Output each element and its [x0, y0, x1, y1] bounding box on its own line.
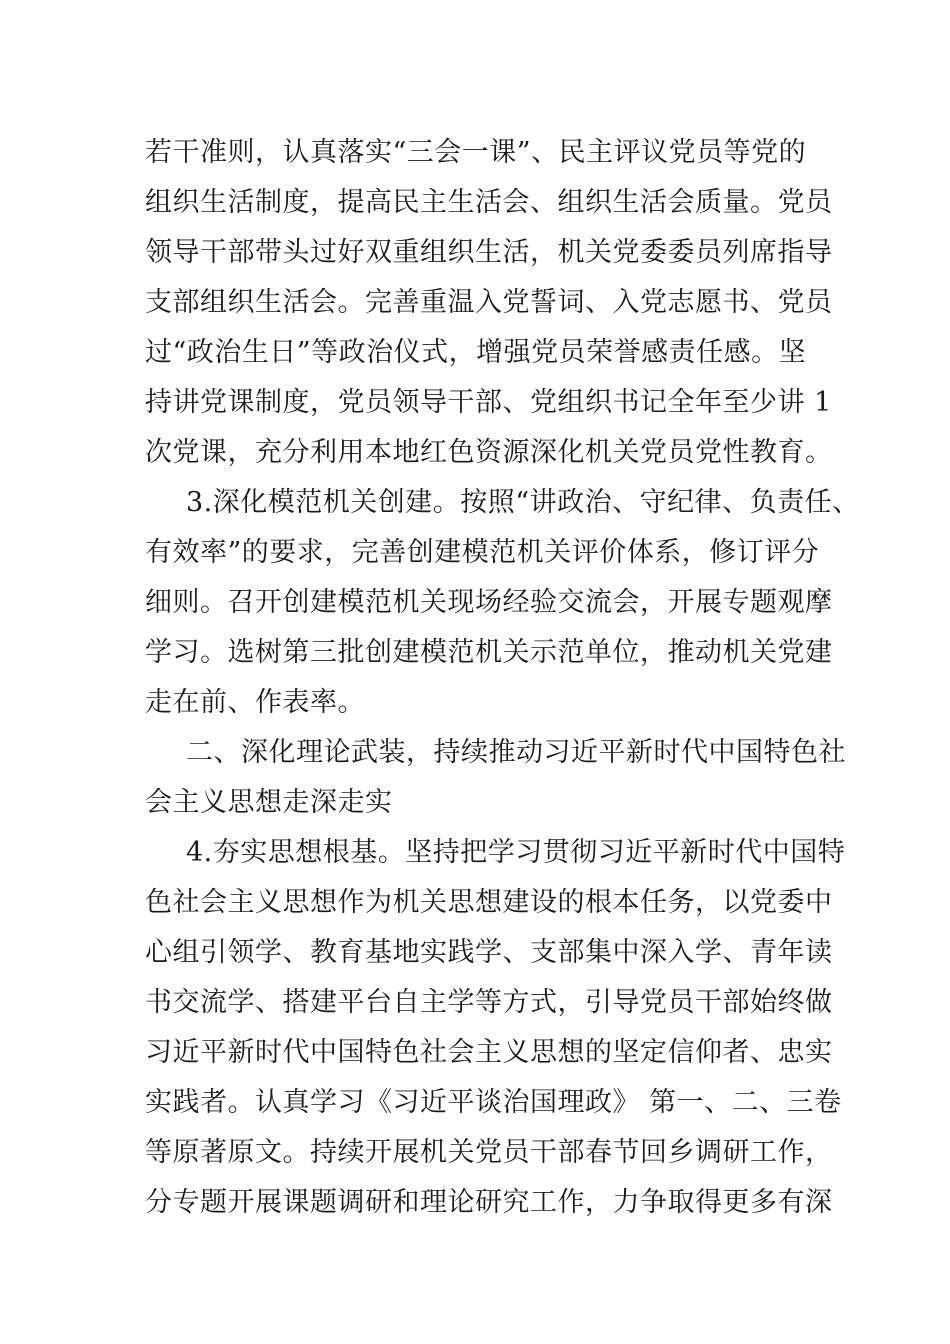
text-line: 若干准则，认真落实“三会一课”、民主评议党员等党的: [145, 137, 807, 168]
section-heading-2: 二、深化理论武装，持续推动习近平新时代中国特色社: [186, 737, 846, 768]
text-line: 组织生活制度，提高民主生活会、组织生活会质量。党员: [145, 187, 833, 218]
text-line: 领导干部带头过好双重组织生活，机关党委委员列席指导: [145, 237, 833, 268]
text-line: 支部组织生活会。完善重温入党誓词、入党志愿书、党员: [145, 287, 833, 318]
text-line: 有效率”的要求，完善创建模范机关评价体系，修订评分: [145, 537, 820, 568]
text-line: 走在前、作表率。: [145, 687, 365, 718]
text-line: 习近平新时代中国特色社会主义思想的坚定信仰者、忠实: [145, 1037, 833, 1068]
paragraph-heading-3: 3.深化模范机关创建。按照“讲政治、守纪律、负责任、: [186, 487, 860, 518]
text-line: 学习。选树第三批创建模范机关示范单位，推动机关党建: [145, 637, 833, 668]
text-line: 实践者。认真学习《习近平谈治国理政》 第一、二、三卷: [145, 1087, 842, 1118]
text-line: 书交流学、搭建平台自主学等方式，引导党员干部始终做: [145, 987, 833, 1018]
text-line: 心组引领学、教育基地实践学、支部集中深入学、青年读: [145, 937, 833, 968]
text-line: 细则。召开创建模范机关现场经验交流会，开展专题观摩: [145, 587, 833, 618]
text-line: 等原著原文。持续开展机关党员干部春节回乡调研工作，: [145, 1137, 833, 1168]
paragraph-heading-4: 4.夯实思想根基。坚持把学习贯彻习近平新时代中国特: [186, 837, 846, 868]
text-line: 过“政治生日”等政治仪式，增强党员荣誉感责任感。坚: [145, 337, 807, 368]
section-heading-2-cont: 会主义思想走深走实: [145, 787, 393, 818]
text-line: 色社会主义思想作为机关思想建设的根本任务，以党委中: [145, 887, 833, 918]
text-line: 持讲党课制度，党员领导干部、党组织书记全年至少讲 1: [145, 387, 832, 418]
text-line: 次党课，充分利用本地红色资源深化机关党员党性教育。: [145, 437, 833, 468]
text-line: 分专题开展课题调研和理论研究工作，力争取得更多有深: [145, 1187, 833, 1218]
